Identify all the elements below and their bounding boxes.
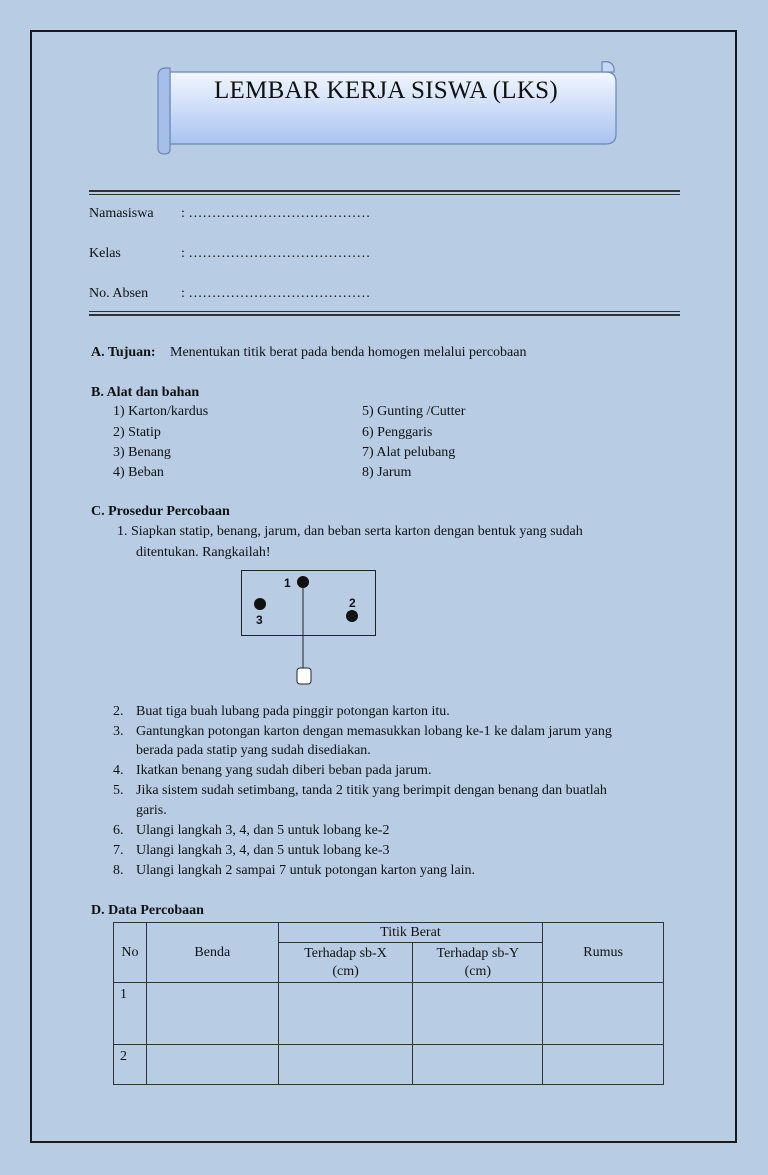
header-sb-x-line1: Terhadap sb-X [304, 945, 387, 961]
table-cell[interactable] [146, 983, 278, 1045]
list-item: 4) Beban [113, 465, 164, 480]
list-item: 2) Statip [113, 425, 161, 440]
class-field[interactable]: : ………………………………… [181, 246, 371, 261]
hole-3-label: 3 [256, 613, 263, 627]
header-sb-y [413, 943, 543, 983]
step-text: Ulangi langkah 2 sampai 7 untuk potongan karton yang lain. [136, 863, 476, 878]
step-number: 4. [113, 763, 124, 778]
section-a-text: Menentukan titik berat pada benda homogen melalui percobaan [170, 345, 527, 360]
table-row [114, 1045, 664, 1085]
header-no: No [114, 923, 147, 983]
hole-2-label: 2 [349, 596, 356, 610]
step-text: Gantungkan potongan karton dengan memasukkan lobang ke-1 ke dalam jarum yang [136, 724, 612, 739]
step-1-line-2: ditentukan. Rangkailah! [136, 545, 271, 560]
class-label: Kelas [89, 246, 121, 261]
step-text: berada pada statip yang sudah disediakan. [136, 743, 371, 758]
section-b-heading: B. Alat dan bahan [91, 385, 200, 400]
step-text: Buat tiga buah lubang pada pinggir potongan karton itu. [136, 704, 450, 719]
list-item: 6) Penggaris [362, 425, 433, 440]
hole-1-label: 1 [284, 576, 291, 590]
header-titik-berat: Titik Berat [278, 923, 543, 943]
table-cell[interactable] [278, 1045, 413, 1085]
step-number: 2. [113, 704, 124, 719]
table-cell[interactable] [543, 983, 664, 1045]
header-rumus: Rumus [543, 923, 664, 983]
step-text: Ulangi langkah 3, 4, dan 5 untuk lobang ke-3 [136, 843, 390, 858]
table-cell[interactable] [278, 983, 413, 1045]
header-sb-y-line1: Terhadap sb-Y [436, 945, 520, 961]
table-cell[interactable] [146, 1045, 278, 1085]
step-number: 5. [113, 783, 124, 798]
page-title: LEMBAR KERJA SISWA (LKS) [213, 77, 559, 104]
hole-2-dot [346, 610, 358, 622]
header-sb-y-line2: (cm) [464, 963, 492, 979]
step-number: 8. [113, 863, 124, 878]
header-benda: Benda [146, 923, 278, 983]
list-item: 5) Gunting /Cutter [362, 404, 466, 419]
section-d-heading: D. Data Percobaan [91, 903, 204, 918]
name-label: Namasiswa [89, 206, 154, 221]
absen-label: No. Absen [89, 286, 149, 301]
step-text: Jika sistem sudah setimbang, tanda 2 titik yang berimpit dengan benang dan buatlah [136, 783, 607, 798]
section-c-heading: C. Prosedur Percobaan [91, 504, 230, 519]
hole-3-dot [254, 598, 266, 610]
name-field[interactable]: : ………………………………… [181, 206, 371, 221]
step-number: 3. [113, 724, 124, 739]
weight-icon [297, 668, 311, 684]
row-number: 2 [114, 1045, 147, 1085]
step-1-line-1: 1. Siapkan statip, benang, jarum, dan beban serta karton dengan bentuk yang sudah [117, 524, 583, 539]
list-item: 7) Alat pelubang [362, 445, 456, 460]
header-sb-x [278, 943, 413, 983]
step-number: 6. [113, 823, 124, 838]
list-item: 3) Benang [113, 445, 171, 460]
table-cell[interactable] [413, 1045, 543, 1085]
step-text: garis. [136, 803, 167, 818]
step-number: 7. [113, 843, 124, 858]
section-a-heading: A. Tujuan: [91, 345, 156, 360]
list-item: 8) Jarum [362, 465, 412, 480]
step-text: Ulangi langkah 3, 4, dan 5 untuk lobang ke-2 [136, 823, 390, 838]
table-cell[interactable] [543, 1045, 664, 1085]
hole-1-dot [297, 576, 309, 588]
row-number: 1 [114, 983, 147, 1045]
absen-field[interactable]: : ………………………………… [181, 286, 371, 301]
list-item: 1) Karton/kardus [113, 404, 209, 419]
header-sb-x-line2: (cm) [332, 963, 359, 979]
table-cell[interactable] [413, 983, 543, 1045]
table-row [114, 983, 664, 1045]
data-table [113, 922, 664, 1085]
step-text: Ikatkan benang yang sudah diberi beban pada jarum. [136, 763, 432, 778]
